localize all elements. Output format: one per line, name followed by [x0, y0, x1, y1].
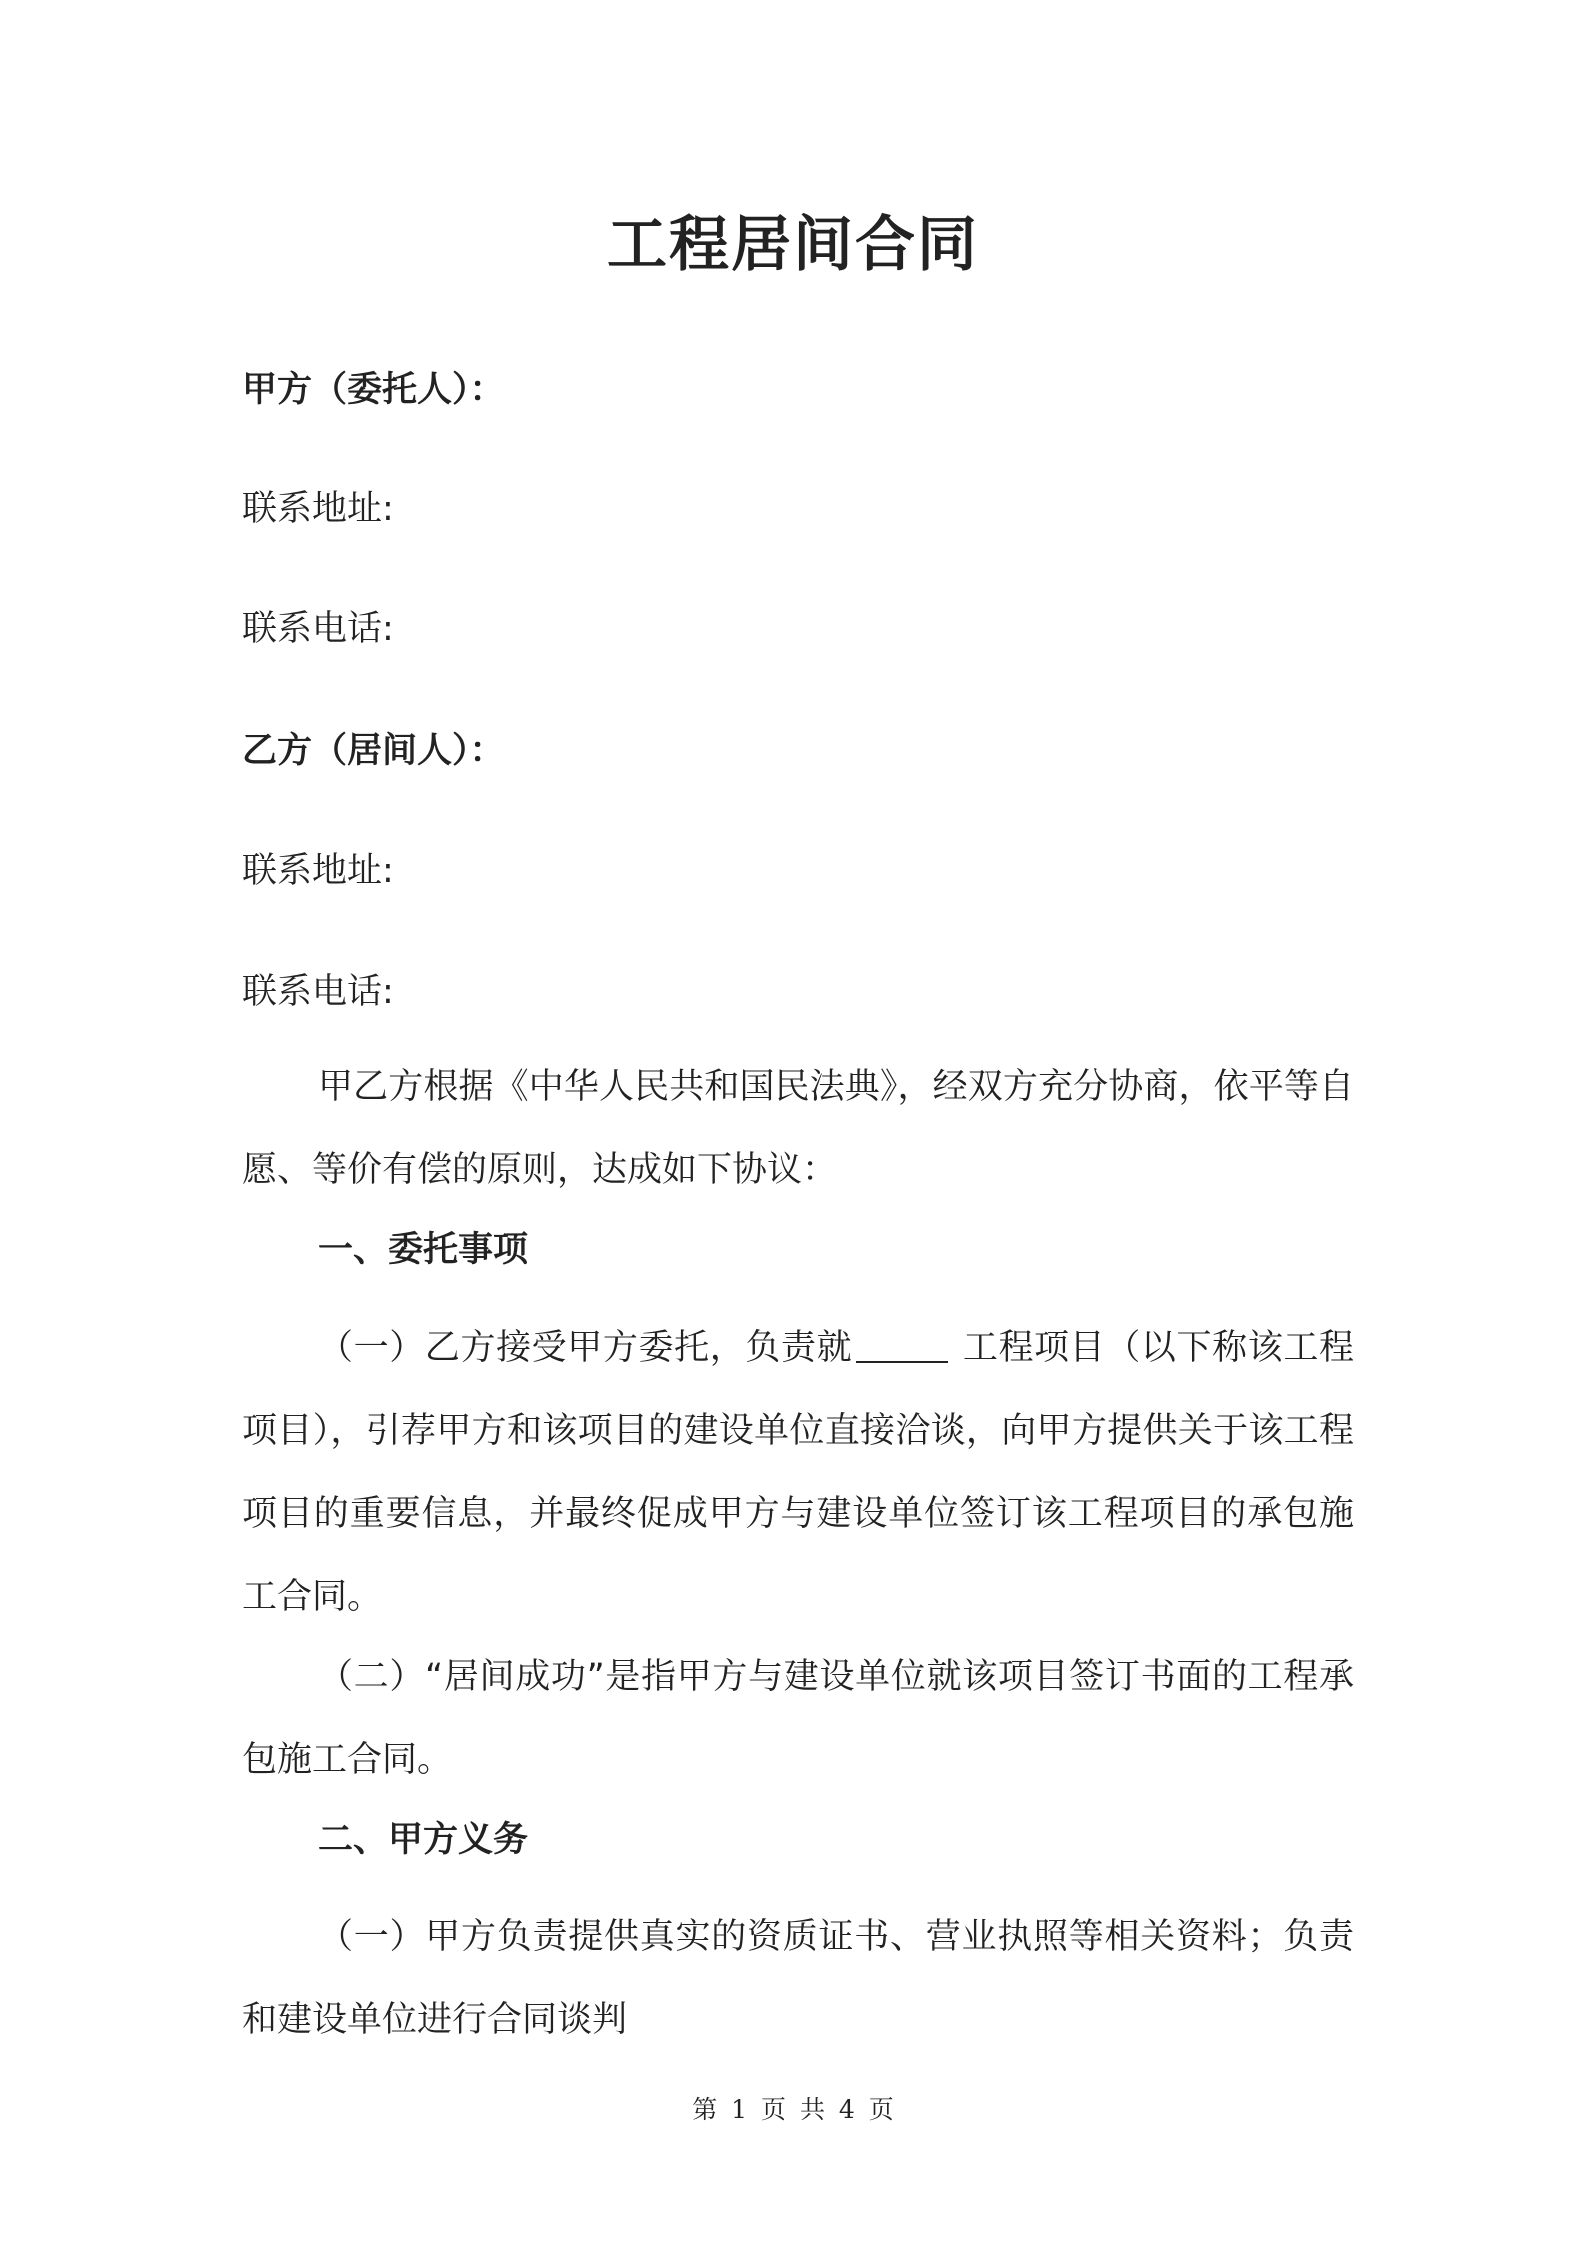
party-b-address-label: 联系地址: — [242, 851, 394, 891]
project-name-blank — [856, 1327, 948, 1363]
party-a-address-label: 联系地址: — [242, 489, 394, 529]
party-a-phone-label: 联系电话: — [242, 609, 394, 649]
section-1-heading: 一、委托事项 — [318, 1230, 529, 1270]
party-b-label: 乙方（居间人）： — [242, 731, 505, 771]
section-2-heading: 二、甲方义务 — [318, 1820, 529, 1860]
party-a-label: 甲方（委托人）： — [242, 370, 505, 410]
document-title: 工程居间合同 — [607, 210, 979, 280]
section-2-clause-1: （一）甲方负责提供真实的资质证书、营业执照等相关资料；负责和建设单位进行合同谈判 — [242, 1917, 1354, 2040]
clause-1-text-after: 工程项目（以下称该工程项目），引荐甲方和该项目的建设单位直接洽谈，向甲方提供关于该工程项目的重要信息，并最终促成甲方与建设单位签订该工程项目的承包施工合同。 — [242, 1328, 1354, 1617]
party-b-phone-label: 联系电话: — [242, 972, 394, 1012]
section-1-clause-2: （二）“居间成功”是指甲方与建设单位就该项目签订书面的工程承包施工合同。 — [242, 1657, 1354, 1780]
section-1-clause-1 — [242, 1307, 1354, 1639]
page-footer: 第 1 页 共 4 页 — [692, 2095, 894, 2124]
intro-paragraph: 甲乙方根据《中华人民共和国民法典》，经双方充分协商，依平等自愿、等价有偿的原则，达成如下协议： — [242, 1067, 1354, 1190]
clause-1-text-before: （一）乙方接受甲方委托，负责就 — [318, 1328, 853, 1368]
